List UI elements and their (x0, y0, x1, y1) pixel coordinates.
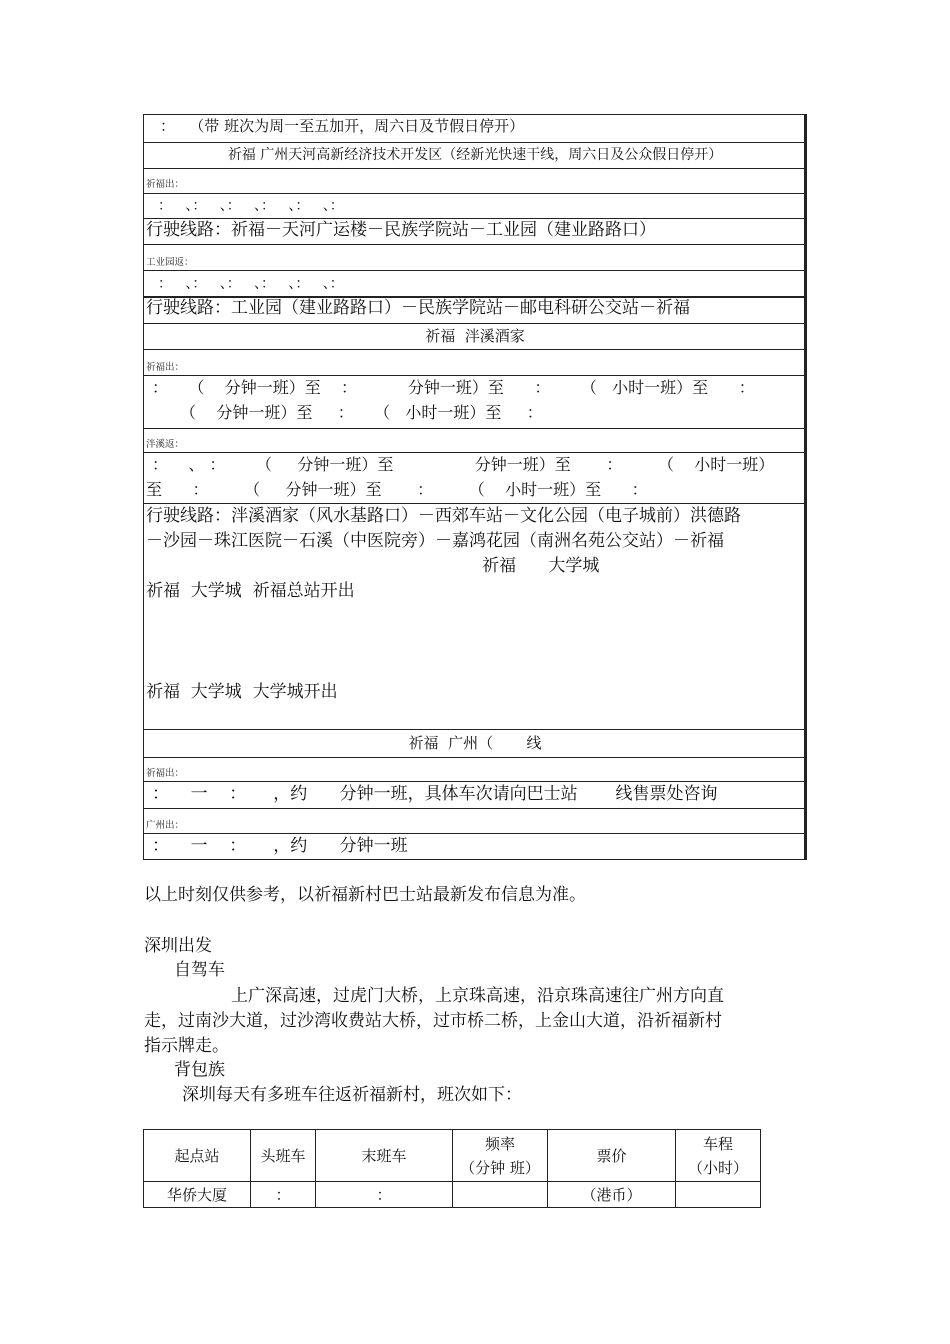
time-list: ： 、： 、： 、： 、： 、： (158, 198, 344, 214)
table-cell (676, 1182, 761, 1208)
paragraph-line: 深圳每天有多班车往返祈福新村，班次如下： (182, 1085, 522, 1105)
row-divider (143, 142, 807, 143)
table-cell: ： (251, 1182, 316, 1208)
time-list: ： 、： 、： 、： 、： 、： (158, 276, 344, 292)
row-divider (143, 193, 807, 194)
route-subtitle: 祈福 大学城 祈福总站开出 (146, 581, 355, 601)
route-subtitle: 祈福 大学城 大学城开出 (146, 682, 338, 702)
row-divider (143, 781, 807, 782)
table-cell: ： (316, 1182, 453, 1208)
row-divider (143, 323, 807, 324)
row-divider (143, 270, 807, 271)
paragraph-line: 走，过南沙大道，过沙湾收费站大桥，过市桥二桥，上金山大道，沿祈福新村 (144, 1011, 722, 1031)
row-divider (143, 375, 807, 376)
return-label: 广州出： (146, 820, 185, 831)
frequency-line: 至 ： （ 分钟一班）至 ： （ 小时一班）至 ： (146, 480, 648, 499)
row-divider (143, 729, 807, 730)
table-header-cell: 起点站 (144, 1130, 251, 1182)
route-title-guangzhou: 祈福 广州（ 线 (408, 734, 542, 752)
row-divider (143, 452, 807, 453)
table-header-cell: 头班车 (251, 1130, 316, 1182)
shenzhen-bus-table (143, 1129, 761, 1208)
row-divider (143, 349, 807, 350)
row-divider (143, 244, 807, 245)
row-divider (143, 168, 807, 169)
return-label: 工业园返： (146, 257, 194, 268)
row-divider (143, 503, 807, 504)
table-header-cell: 末班车 (316, 1130, 453, 1182)
departure-label: 祈福出： (146, 362, 185, 373)
disclaimer: 以上时刻仅供参考，以祈福新村巴士站最新发布信息为准。 (144, 885, 586, 905)
row-divider (143, 218, 807, 219)
route-path: －沙园－珠江医院－石溪（中医院旁）－嘉鸿花园（南洲名苑公交站）－祈福 (146, 531, 724, 551)
table-cell: 华侨大厦 (144, 1182, 251, 1208)
frequency-line: ： （ 分钟一班）至 ： 分钟一班）至 ： （ 小时一班）至 ： (152, 378, 755, 397)
weekday-note: ： （带 班次为周一至五加开，周六日及节假日停开） (160, 117, 525, 135)
route-title-tianhe: 祈福 广州天河高新经济技术开发区（经新光快速干线，周六日及公众假日停开） (227, 147, 723, 163)
frequency-line: ： 一 ： ，约 分钟一班 (152, 836, 408, 856)
table-header-cell: 频率 （分钟 班） (453, 1130, 548, 1182)
paragraph-line: 指示牌走。 (144, 1036, 229, 1056)
departure-label: 祈福出： (146, 768, 185, 779)
route-title-panxi: 祈福 泮溪酒家 (425, 327, 525, 345)
frequency-line: ： 、 ： （ 分钟一班）至 分钟一班）至 ： （ 小时一班） (152, 455, 775, 474)
row-divider (143, 808, 807, 809)
return-label: 泮溪返： (146, 439, 185, 450)
frequency-line: ： 一 ： ，约 分钟一班，具体车次请向巴士站 线售票处咨询 (152, 784, 718, 804)
table-cell (453, 1182, 548, 1208)
row-divider (143, 428, 807, 429)
paragraph-line: 上广深高速，过虎门大桥，上京珠高速，沿京珠高速往广州方向直 (231, 986, 724, 1006)
subheading-backpacker: 背包族 (174, 1060, 225, 1080)
table-header-row (144, 1130, 761, 1182)
frequency-line: （ 分钟一班）至 ： （ 小时一班）至 ： (180, 403, 543, 422)
section-heading: 深圳出发 (144, 936, 212, 956)
row-divider (143, 757, 807, 758)
table-cell: （港币） (548, 1182, 676, 1208)
table-row (144, 1182, 761, 1208)
route-path: 行驶线路：工业园（建业路路口）－民族学院站－邮电科研公交站－祈福 (146, 298, 690, 318)
row-divider (143, 833, 807, 834)
route-title-university: 祈福 大学城 (482, 556, 600, 576)
table-header-cell: 车程 （小时） (676, 1130, 761, 1182)
subheading-self-drive: 自驾车 (174, 960, 225, 980)
departure-label: 祈福出： (146, 179, 185, 190)
route-path: 行驶线路：泮溪酒家（风水基路口）－西郊车站－文化公园（电子城前）洪德路 (146, 506, 741, 526)
table-header-cell: 票价 (548, 1130, 676, 1182)
route-path: 行驶线路：祈福－天河广运楼－民族学院站－工业园（建业路路口） (146, 220, 656, 240)
